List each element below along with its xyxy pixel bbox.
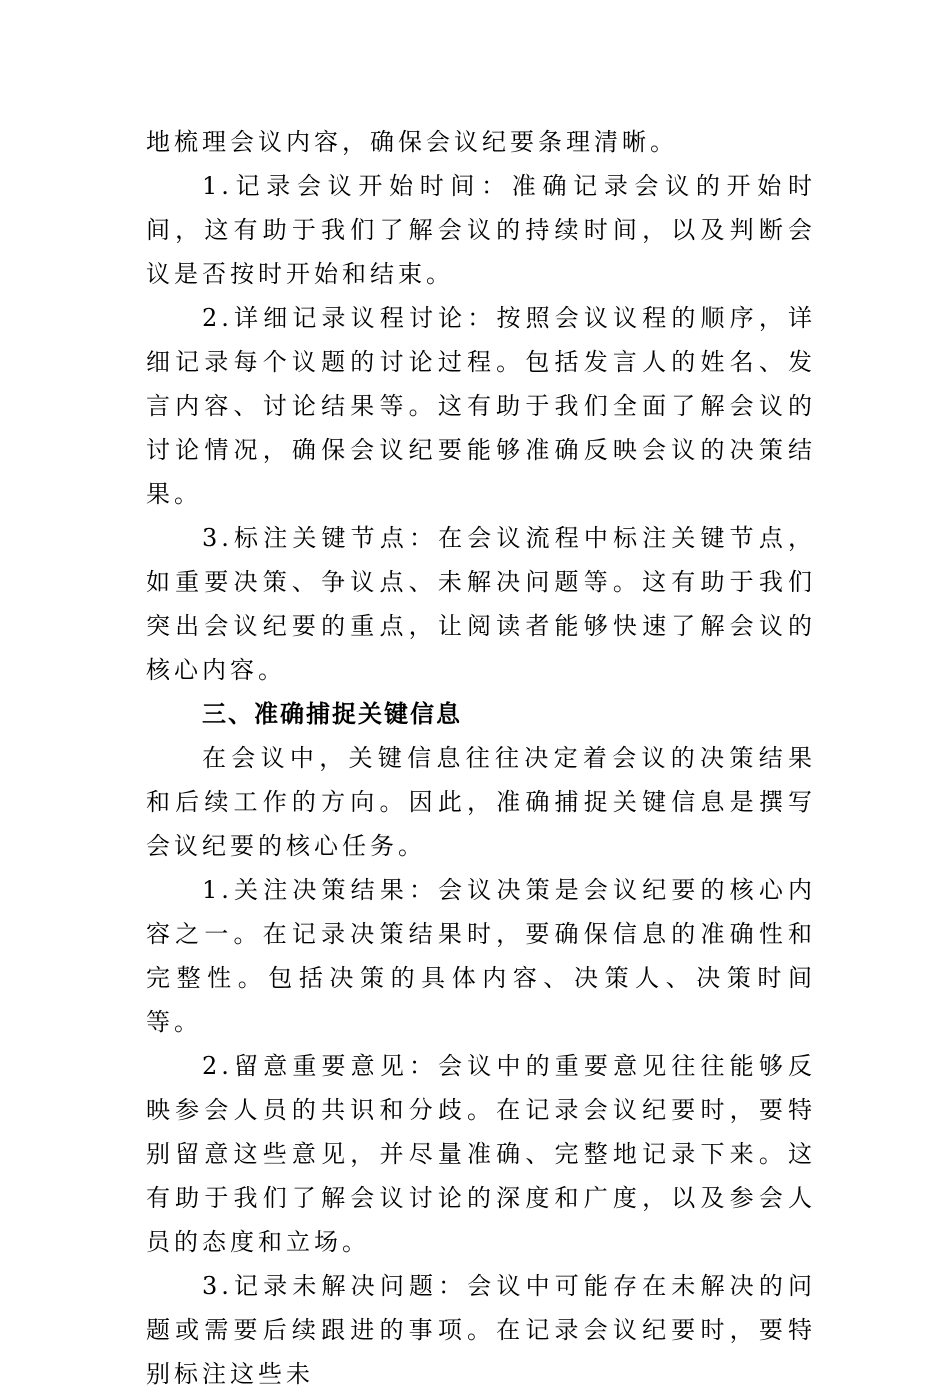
paragraph-record-start-time: 1.记录会议开始时间：准确记录会议的开始时间，这有助于我们了解会议的持续时间，以及判断会议是否按时开始和结束。 (146, 172, 816, 288)
paragraph-record-agenda: 2.详细记录议程讨论：按照会议议程的顺序，详细记录每个议题的讨论过程。包括发言人的姓名、发言内容、讨论结果等。这有助于我们全面了解会议的讨论情况，确保会议纪要能够准确反映会议的决策结果。 (146, 304, 816, 508)
paragraph-continuation: 地梳理会议内容，确保会议纪要条理清晰。 (146, 128, 678, 156)
paragraph-unresolved-issues: 3.记录未解决问题：会议中可能存在未解决的问题或需要后续跟进的事项。在记录会议纪要时，要特别标注这些未 (146, 1272, 816, 1388)
paragraph-decision-results: 1.关注决策结果：会议决策是会议纪要的核心内容之一。在记录决策结果时，要确保信息的准确性和完整性。包括决策的具体内容、决策人、决策时间等。 (146, 876, 816, 1036)
document-body (146, 120, 816, 1396)
paragraph-important-opinions: 2.留意重要意见：会议中的重要意见往往能够反映参会人员的共识和分歧。在记录会议纪要时，要特别留意这些意见，并尽量准确、完整地记录下来。这有助于我们了解会议讨论的深度和广度，以及参会人员的态度和立场。 (146, 1052, 816, 1256)
paragraph-section-intro: 在会议中，关键信息往往决定着会议的决策结果和后续工作的方向。因此，准确捕捉关键信息是撰写会议纪要的核心任务。 (146, 744, 816, 860)
section-heading: 三、准确捕捉关键信息 (202, 700, 462, 728)
paragraph-mark-key-nodes: 3.标注关键节点：在会议流程中标注关键节点，如重要决策、争议点、未解决问题等。这有助于我们突出会议纪要的重点，让阅读者能够快速了解会议的核心内容。 (146, 524, 816, 684)
